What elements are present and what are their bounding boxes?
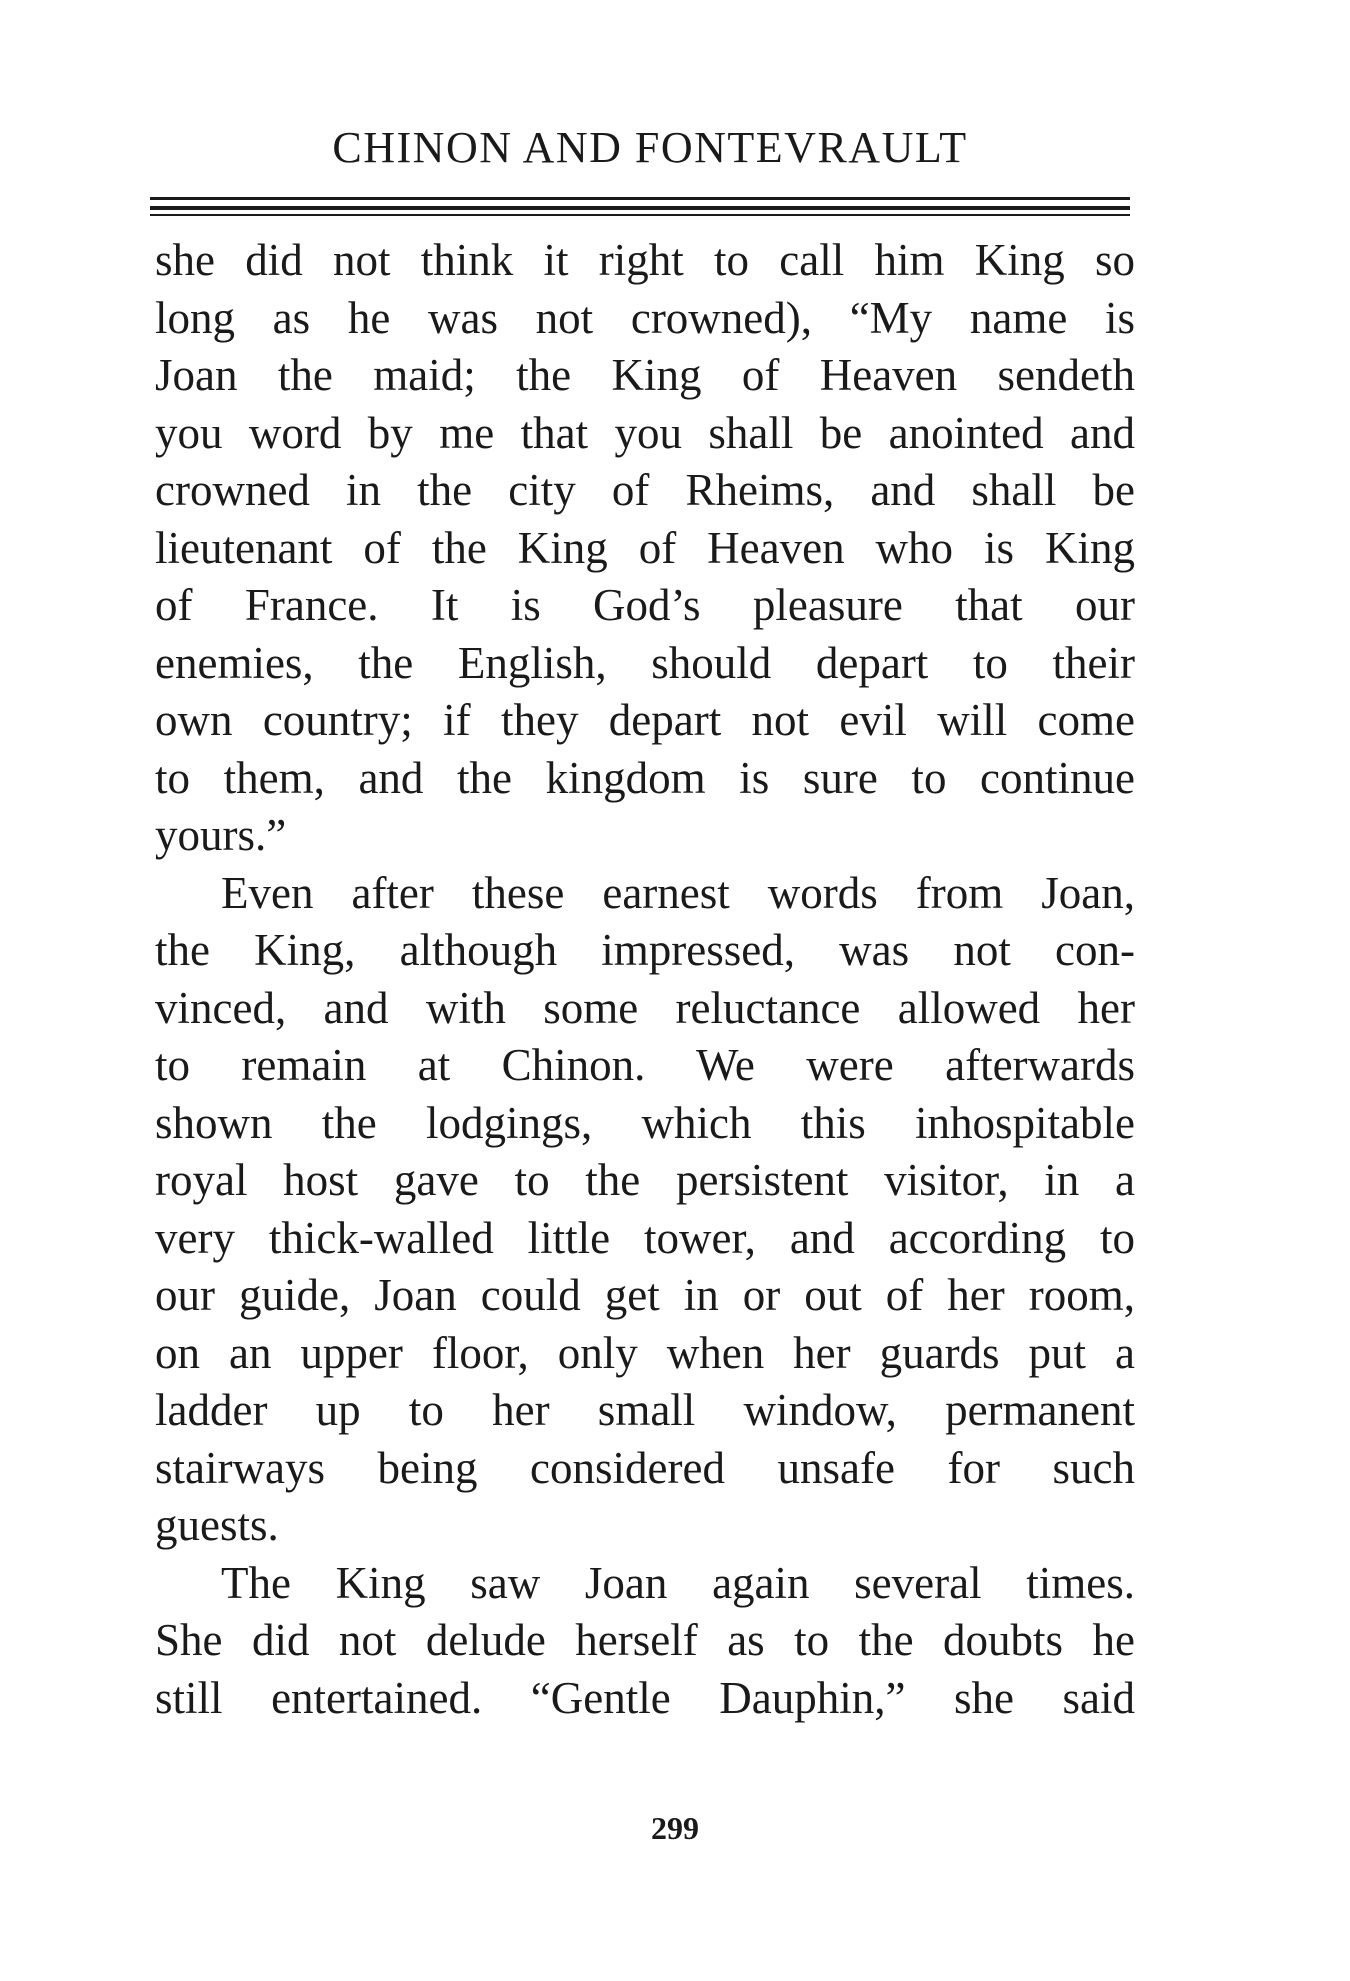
- text-line: very thick-walled little tower, and according to: [155, 1212, 1135, 1263]
- text-line: shown the lodgings, which this inhospitable: [155, 1097, 1135, 1148]
- text-line: She did not delude herself as to the doubts he: [155, 1615, 1135, 1665]
- text-line: to remain at Chinon. We were afterwards: [155, 1040, 1135, 1090]
- text-line: own country; if they depart not evil will come: [155, 695, 1135, 745]
- text-line: long as he was not crowned), “My name is: [155, 292, 1135, 343]
- text-line: on an upper floor, only when her guards put a: [155, 1327, 1135, 1378]
- text-line: our guide, Joan could get in or out of her room,: [155, 1270, 1135, 1320]
- paragraph-start-line: Even after these earnest words from Joan,: [221, 867, 1135, 918]
- text-line: of France. It is God’s pleasure that our: [155, 580, 1135, 630]
- text-line: stairways being considered unsafe for such: [155, 1442, 1135, 1493]
- text-line: crowned in the city of Rheims, and shall be: [155, 465, 1135, 515]
- running-title: CHINON AND FONTEVRAULT: [332, 123, 968, 172]
- text-line: vinced, and with some reluctance allowed her: [155, 982, 1135, 1033]
- text-line: Joan the maid; the King of Heaven sendeth: [155, 350, 1135, 400]
- paragraph-end-line: guests.: [155, 1500, 279, 1550]
- header-rule-middle: [150, 206, 1130, 210]
- paragraph-end-line: yours.”: [155, 810, 287, 860]
- text-line: the King, although impressed, was not con-: [155, 925, 1135, 975]
- body-text: [155, 232, 1135, 1727]
- text-line: to them, and the kingdom is sure to continue: [155, 752, 1135, 803]
- text-line: ladder up to her small window, permanent: [155, 1385, 1135, 1435]
- text-line: you word by me that you shall be anointed and: [155, 407, 1135, 458]
- page-number: 299: [651, 1810, 699, 1846]
- text-line: lieutenant of the King of Heaven who is King: [155, 522, 1135, 573]
- paragraph-start-line: The King saw Joan again several times.: [221, 1557, 1135, 1608]
- header-rule-top: [150, 197, 1130, 200]
- text-line: still entertained. “Gentle Dauphin,” she said: [155, 1672, 1135, 1723]
- text-line: enemies, the English, should depart to their: [155, 637, 1135, 688]
- text-line: she did not think it right to call him King so: [155, 235, 1135, 285]
- text-line: royal host gave to the persistent visitor, in a: [155, 1155, 1135, 1205]
- header-rule-bottom: [150, 214, 1130, 216]
